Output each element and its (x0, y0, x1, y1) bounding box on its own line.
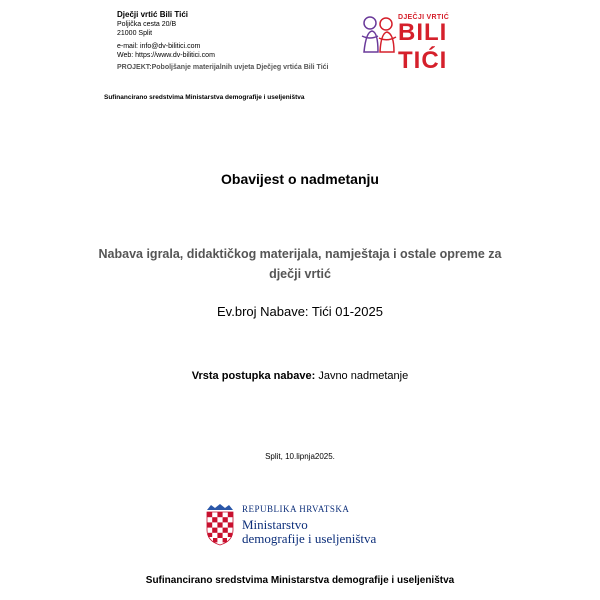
email-line: e-mail: info@dv-bilitici.com (117, 43, 201, 50)
subject-line-1: Nabava igrala, didaktičkog materijala, namještaja i ostale opreme za (98, 247, 502, 261)
document-title: Obavijest o nadmetanju (221, 171, 379, 187)
address-line-1: Poljička cesta 20/B (117, 21, 177, 28)
kindergarten-name: Dječji vrtić Bili Tići (117, 10, 188, 19)
website-link[interactable]: https://www.dv-bilitici.com (135, 52, 215, 59)
web-label: Web: (117, 52, 136, 59)
project-line: PROJEKT:Poboljšanje materijalnih uvjeta Dječjeg vrtića Bili Tići (117, 64, 329, 71)
logo-big-text: BILI TIĆI (398, 19, 448, 74)
cofinancing-note-top: Sufinancirano sredstvima Ministarstva demografije i useljeništva (104, 94, 305, 101)
ministry-logo (205, 504, 405, 550)
ministry-line-2: Ministarstvo (242, 517, 308, 532)
bili-tici-logo (360, 14, 500, 74)
ministry-line-3: demografije i useljeništva (242, 531, 377, 546)
procurement-number: Ev.broj Nabave: Tići 01-2025 (217, 304, 383, 319)
address-line-2: 21000 Split (117, 30, 153, 37)
procedure-type (0, 370, 600, 382)
kindergarten-header (117, 10, 357, 72)
web-line (117, 51, 357, 60)
croatian-coat-of-arms-icon (205, 504, 235, 546)
ministry-line-1: REPUBLIKA HRVATSKA (242, 504, 350, 514)
cofinancing-note-bottom: Sufinancirano sredstvima Ministarstva demografije i useljeništva (145, 575, 455, 586)
place-and-date: Split, 10.lipnja2025. (265, 452, 335, 461)
children-logo-icon (360, 14, 398, 54)
subject-line-2: dječji vrtić (269, 267, 331, 281)
procedure-value: Javno nadmetanje (315, 370, 409, 382)
procedure-label: Vrsta postupka nabave: (191, 370, 316, 382)
procurement-subject (90, 244, 510, 284)
logo-small-text: DJEČJI VRTIĆ (398, 14, 450, 21)
